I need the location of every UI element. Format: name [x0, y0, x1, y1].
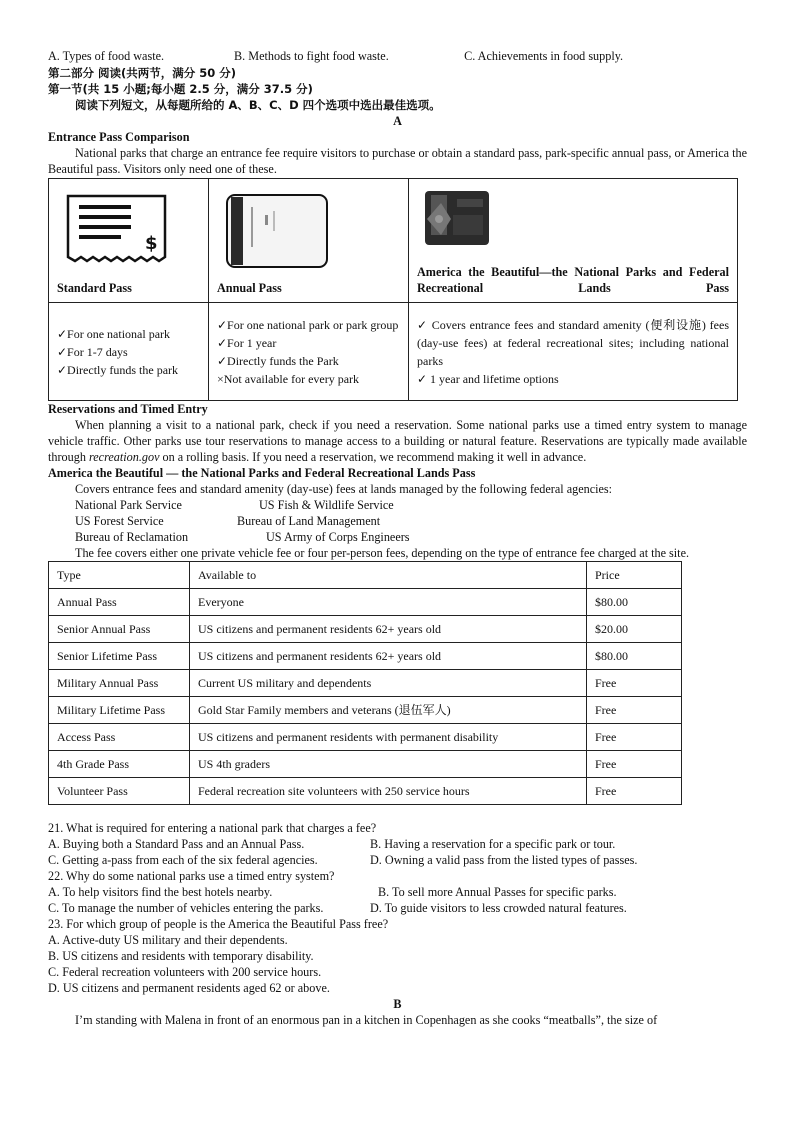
pass-name: Standard Pass	[57, 281, 132, 295]
cell: Current US military and dependents	[190, 670, 587, 697]
option-c: C. Achievements in food supply.	[464, 49, 624, 63]
question-stem: 21. What is required for entering a national park that charges a fee?	[48, 821, 377, 835]
cell: Military Lifetime Pass	[49, 697, 190, 724]
cell: Gold Star Family members and veterans (退伍军人)	[190, 697, 587, 724]
feature: ✓ Covers entrance fees and standard amenity (便利设施) fees (day-use fees) at federal recreational sites; including national parks	[417, 317, 729, 368]
exam-page	[48, 48, 747, 1028]
option[interactable]: D. To guide visitors to less crowded natural features.	[370, 901, 627, 915]
text: on a rolling basis. If you need a reservation, we recommend making it well in advance.	[159, 450, 587, 464]
option[interactable]: B. Having a reservation for a specific park or tour.	[370, 837, 616, 851]
option[interactable]: C. Getting a-pass from each of the six federal agencies.	[48, 853, 318, 867]
table-row	[49, 589, 682, 616]
passage-letter-a: A	[393, 114, 402, 128]
column-header: Price	[587, 562, 682, 589]
cell: Free	[587, 751, 682, 778]
table-row	[49, 697, 682, 724]
cell: Free	[587, 670, 682, 697]
option[interactable]: D. US citizens and permanent residents aged 62 or above.	[48, 981, 330, 995]
column-header: Type	[49, 562, 190, 589]
cell: Free	[587, 724, 682, 751]
fee-table-header	[49, 562, 682, 589]
section-one-heading: 第一节(共 15 小题;每小题 2.5 分，满分 37.5 分)	[48, 82, 313, 96]
cell: Access Pass	[49, 724, 190, 751]
table-row	[49, 670, 682, 697]
option-row	[48, 884, 747, 900]
cell: Senior Lifetime Pass	[49, 643, 190, 670]
pass-name: America the Beautiful—the National Parks and Federal Recreational Lands Pass	[417, 265, 729, 295]
option-a: A. Types of food waste.	[48, 49, 165, 63]
cell: US citizens and permanent residents 62+ years old	[190, 643, 587, 670]
table-row	[49, 724, 682, 751]
reservations-text	[48, 417, 747, 465]
cell: $80.00	[587, 589, 682, 616]
cell: Senior Annual Pass	[49, 616, 190, 643]
annual-pass-features	[209, 303, 409, 401]
passage-letter-b: B	[393, 997, 402, 1011]
option-row	[48, 900, 747, 916]
option-row	[48, 836, 747, 852]
cell: $80.00	[587, 643, 682, 670]
part-two-heading: 第二部分 阅读(共两节，满分 50 分)	[48, 66, 237, 80]
cell: 4th Grade Pass	[49, 751, 190, 778]
feature: ✓Directly funds the Park	[217, 353, 339, 368]
option[interactable]: B. US citizens and residents with temporary disability.	[48, 949, 314, 963]
cell: $20.00	[587, 616, 682, 643]
questions	[48, 820, 747, 996]
option[interactable]: B. To sell more Annual Passes for specific parks.	[378, 885, 617, 899]
annual-pass-header	[209, 179, 409, 303]
atb-intro: Covers entrance fees and standard amenity (day-use) fees at lands managed by the following federal agencies:	[75, 482, 613, 496]
passage-b-first-line: I’m standing with Malena in front of an enormous pan in a kitchen in Copenhagen as she cooks “meatballs”, the size of	[75, 1013, 658, 1027]
cell: Annual Pass	[49, 589, 190, 616]
agency-row	[48, 497, 747, 513]
agency: Bureau of Land Management	[237, 514, 381, 528]
standard-pass-features	[49, 303, 209, 401]
feature: ✓ 1 year and lifetime options	[417, 371, 559, 386]
table-row	[49, 778, 682, 805]
atb-pass-header	[409, 179, 738, 303]
pass-comparison-table	[48, 178, 738, 401]
agency-row	[48, 513, 747, 529]
cell: US citizens and permanent residents 62+ years old	[190, 616, 587, 643]
cell: Free	[587, 697, 682, 724]
feature: ✓For one national park	[57, 326, 171, 341]
cell: Federal recreation site volunteers with 250 service hours	[190, 778, 587, 805]
option-row	[48, 852, 747, 868]
atb-heading: America the Beautiful — the National Parks and Federal Recreational Lands Pass	[48, 466, 476, 480]
table-row	[49, 751, 682, 778]
fee-table	[48, 561, 682, 805]
feature: ✓For 1-7 days	[57, 344, 128, 359]
cell: Volunteer Pass	[49, 778, 190, 805]
option[interactable]: C. Federal recreation volunteers with 200 service hours.	[48, 965, 322, 979]
reading-instruction: 阅读下列短文，从每题所给的 A、B、C、D 四个选项中选出最佳选项。	[75, 98, 441, 112]
feature: ✓For one national park or park group	[217, 317, 399, 332]
cell: Free	[587, 778, 682, 805]
question-stem: 22. Why do some national parks use a timed entry system?	[48, 869, 335, 883]
option[interactable]: D. Owning a valid pass from the listed types of passes.	[370, 853, 638, 867]
cell: Military Annual Pass	[49, 670, 190, 697]
previous-question-options	[48, 48, 747, 64]
option-b: B. Methods to fight food waste.	[234, 49, 389, 63]
agency: US Fish & Wildlife Service	[259, 498, 394, 512]
reservations-heading: Reservations and Timed Entry	[48, 402, 208, 416]
option[interactable]: A. Active-duty US military and their dependents.	[48, 933, 288, 947]
question-stem: 23. For which group of people is the America the Beautiful Pass free?	[48, 917, 389, 931]
text: When planning a visit to a national park, check if you need a reservation. Some national parks use a timed entry system to manage vehicle traffic. Other parks use tour reservations to manage access to a building or natural feature. Reservations are typically made available through	[48, 418, 747, 464]
website-link[interactable]: recreation.gov	[88, 450, 160, 464]
feature: ×Not available for every park	[217, 371, 360, 386]
table-row	[49, 643, 682, 670]
fee-note: The fee covers either one private vehicle fee or four per-person fees, depending on the type of entrance fee charged at the site.	[75, 546, 690, 560]
option[interactable]: A. Buying both a Standard Pass and an Annual Pass.	[48, 837, 305, 851]
cell: US 4th graders	[190, 751, 587, 778]
entrance-heading: Entrance Pass Comparison	[48, 130, 190, 144]
ticket-icon	[65, 193, 169, 265]
card-icon	[225, 193, 329, 269]
agency: US Forest Service	[75, 514, 164, 528]
agency-row	[48, 529, 747, 545]
cell: Everyone	[190, 589, 587, 616]
agency: National Park Service	[75, 498, 182, 512]
feature: ✓For 1 year	[217, 335, 277, 350]
pass-photo-icon	[423, 189, 493, 251]
feature: ✓Directly funds the park	[57, 362, 179, 377]
option[interactable]: C. To manage the number of vehicles entering the parks.	[48, 901, 324, 915]
cell: US citizens and permanent residents with permanent disability	[190, 724, 587, 751]
entrance-intro: National parks that charge an entrance fee require visitors to purchase or obtain a standard pass, park-specific annual pass, or America the Beautiful pass. Visitors only need one of these.	[48, 146, 747, 176]
atb-pass-features	[409, 303, 738, 401]
table-row	[49, 616, 682, 643]
standard-pass-header	[49, 179, 209, 303]
option[interactable]: A. To help visitors find the best hotels nearby.	[48, 885, 273, 899]
svg-text:$: $	[145, 233, 158, 254]
agency: US Army of Corps Engineers	[266, 530, 410, 544]
column-header: Available to	[190, 562, 587, 589]
pass-name: Annual Pass	[217, 281, 282, 295]
agency: Bureau of Reclamation	[75, 530, 189, 544]
